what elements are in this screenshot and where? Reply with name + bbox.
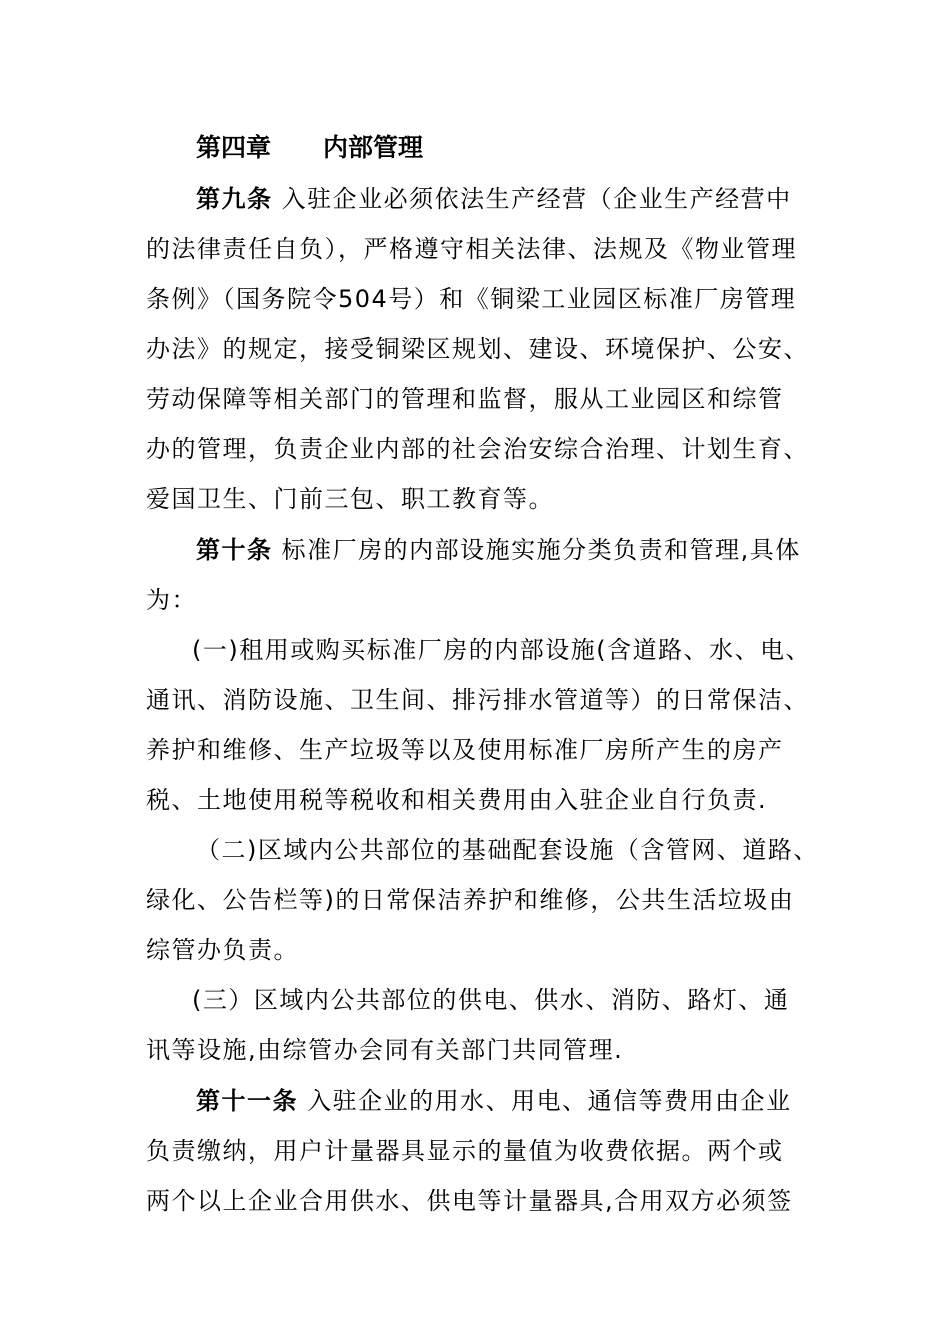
article-11-line: 两个以上企业合用供水、供电等计量器具,合用双方必须签	[146, 1187, 793, 1215]
article-9-line: 办法》的规定，接受铜梁区规划、建设、环境保护、公安、	[146, 335, 809, 363]
article-10-item-1-line: (一)租用或购买标准厂房的内部设施(含道路、水、电、	[192, 636, 812, 664]
article-11-first-line	[196, 1085, 792, 1117]
article-9-line: 爱国卫生、门前三包、职工教育等。	[146, 485, 554, 513]
article-9-line: 条例》（国务院令504号）和《铜梁工业园区标准厂房管理	[146, 285, 797, 313]
article-11-line: 负责缴纳，用户计量器具显示的量值为收费依据。两个或	[146, 1137, 784, 1165]
article-9-line: 劳动保障等相关部门的管理和监督，服从工业园区和综管	[146, 385, 784, 413]
article-9-line: 的法律责任自负），严格遵守相关法律、法规及《物业管理	[146, 235, 797, 263]
article-10-item-3-line: 讯等设施,由综管办会同有关部门共同管理.	[146, 1036, 624, 1064]
article-10-item-1-line: 通讯、消防设施、卫生间、排污排水管道等）的日常保洁、	[146, 686, 809, 714]
chapter-number: 第四章	[196, 133, 272, 162]
article-10-item-1-line: 养护和维修、生产垃圾等以及使用标准厂房所产生的房产	[146, 736, 784, 764]
article-10-line: 为：	[146, 586, 197, 614]
article-10-item-2-line: 综管办负责。	[146, 936, 299, 964]
article-10-item-3-line: (三）区域内公共部位的供电、供水、消防、路灯、通	[192, 986, 790, 1014]
article-10-label: 第十条	[196, 536, 273, 564]
article-9-first-line	[196, 183, 792, 215]
article-10-line: 标准厂房的内部设施实施分类负责和管理,具体	[281, 536, 801, 564]
article-9-label: 第九条	[196, 185, 273, 213]
article-11-label: 第十一条	[196, 1087, 298, 1115]
article-11-line: 入驻企业的用水、用电、通信等费用由企业	[307, 1087, 792, 1115]
article-9-line: 办的管理，负责企业内部的社会治安综合治理、计划生育、	[146, 435, 809, 463]
article-10-first-line	[196, 534, 801, 566]
chapter-title: 内部管理	[323, 133, 424, 162]
article-10-item-2-line: （二)区域内公共部位的基础配套设施（含管网、道路、	[196, 836, 819, 864]
article-10-item-2-line: 绿化、公告栏等)的日常保洁养护和维修，公共生活垃圾由	[146, 886, 795, 914]
article-9-line: 入驻企业必须依法生产经营（企业生产经营中	[281, 185, 792, 213]
article-10-item-1-line: 税、土地使用税等税收和相关费用由入驻企业自行负责.	[146, 786, 768, 814]
